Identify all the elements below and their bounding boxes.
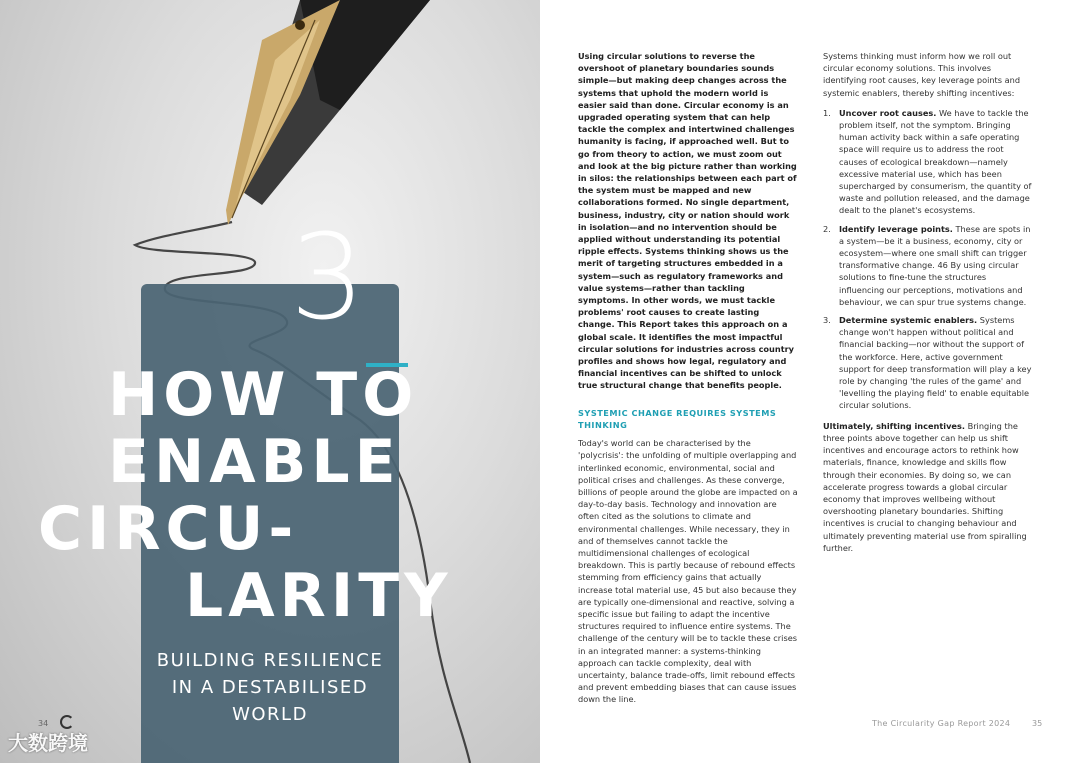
- page-number-right: 35: [1032, 719, 1043, 728]
- chapter-number: 3: [290, 208, 366, 346]
- list-number: 2.: [823, 223, 831, 234]
- subtitle-line-1: BUILDING RESILIENCE: [156, 650, 384, 671]
- section-heading: SYSTEMIC CHANGE REQUIRES SYSTEMS THINKING: [578, 407, 777, 430]
- title-line-2: ENABLE: [108, 427, 401, 497]
- list-item: [823, 107, 1033, 217]
- list-item: [823, 223, 1033, 308]
- intro-paragraph: Using circular solutions to reverse the overshoot of planetary boundaries sounds simple—but making deep changes across the systems that uphold the modern world is easier said than done. Circular economy is an upgraded operating system that can help tackle the complex and intertwined challenges humanity is facing, if approached well. But to go from theory to action, we must zoom out and look at the big picture rather than working in silos: the relationships between each part of the system must be mapped and new collaborations formed. No single department, business, industry, city or nation should work in isolation—and no intervention should be applied without understanding its potential ripple effects. Systems thinking shows us the merit of targeting structures embedded in a system—such as regulatory frameworks and value systems—rather than tackling symptoms. In other words, we must tackle problems' root causes to create lasting change. This Report takes this approach on a global scale. It identifies the most impactful circular solutions for industries across country profiles and shows how legal, regulatory and financial incentives can be shifted to unlock true structural change that benefits people.: [578, 51, 797, 391]
- title-line-1: HOW TO: [108, 360, 419, 430]
- closing-bold: Ultimately, shifting incentives.: [823, 420, 965, 431]
- list-item-title: Identify leverage points.: [839, 223, 953, 234]
- list-item-text: Systems change won't happen without political and financial backing—nor without the support of the workforce. Here, active government support for deep transformation will play a key role by changing 'the rules of the game' and 'levelling the playing field' to enable equitable circular solutions.: [839, 315, 1032, 411]
- closing-paragraph: [823, 420, 1033, 554]
- page-number-left: 34: [38, 719, 49, 728]
- list-number: 1.: [823, 107, 831, 118]
- list-item-title: Uncover root causes.: [839, 107, 937, 118]
- closing-text: Bringing the three points above together can help us shift incentives and encourage actors to rethink how materials, finance, knowledge and skills flow through their economies. By doing so, we can accelerate progress towards a global circular economy that improves wellbeing without overshooting planetary boundaries. Shifting incentives is crucial to changing behaviour and ultimately preventing material use from spiralling further.: [823, 420, 1027, 553]
- subtitle-line-2: IN A DESTABILISED: [171, 677, 369, 698]
- list-number: 3.: [823, 315, 831, 326]
- list-item-text: These are spots in a system—be it a business, economy, city or ecosystem—where one small shift can trigger transformative change. 46 By using circular solutions to fine-tune the structures influencing our perceptions, motivations and behaviour, we can spur true systems change.: [839, 223, 1031, 307]
- list-item-title: Determine systemic enablers.: [839, 315, 978, 326]
- numbered-list: [823, 107, 1033, 412]
- report-footer-title: The Circularity Gap Report 2024: [872, 719, 1011, 728]
- text-column-2: [823, 50, 1033, 562]
- title-line-4: LARITY: [185, 561, 453, 631]
- col2-intro: Systems thinking must inform how we roll out circular economy solutions. This involves identifying root causes, key leverage points and systemic enablers, thereby shifting incentives:: [823, 51, 1021, 98]
- body-paragraph: Today's world can be characterised by the 'polycrisis': the unfolding of multiple overlapping and interlinked economic, environmental, social and political crises and challenges. As these converge, billions of people around the globe are impacted on a day-to-day basis. Technology and innovation are often cited as the solutions to climate and environmental challenges. While necessary, they in and of themselves cannot tackle the multidimensional challenges of ecological breakdown. This is partly because of rebound effects stemming from efficiency gains that actually increase total material use, 45 but also because they are typically one-dimensional and reactive, solving a specific issue but failing to adapt the incentive structures required to influence entire systems. The challenge of the century will be to tackle these crises in an integrated manner: a systems-thinking approach can tackle complexity, deal with uncertainty, balance trade-offs, limit rebound effects and prevent embedding biases that can cause issues down the line.: [578, 438, 798, 705]
- list-item: [823, 314, 1033, 412]
- list-item-text: We have to tackle the problem itself, not the symptom. Bringing human activity back within a safe operating space will require us to address the root causes of ecological breakdown—namely excessive material use, which has been supercharged by consumerism, the quantity of waste and pollution released, and the damage dealt to the planet's ecosystems.: [839, 107, 1032, 216]
- subtitle-line-3: WORLD: [232, 704, 308, 725]
- text-column-1: [578, 50, 798, 714]
- watermark: 大数跨境: [8, 731, 88, 755]
- title-line-3: CIRCU-: [38, 494, 299, 564]
